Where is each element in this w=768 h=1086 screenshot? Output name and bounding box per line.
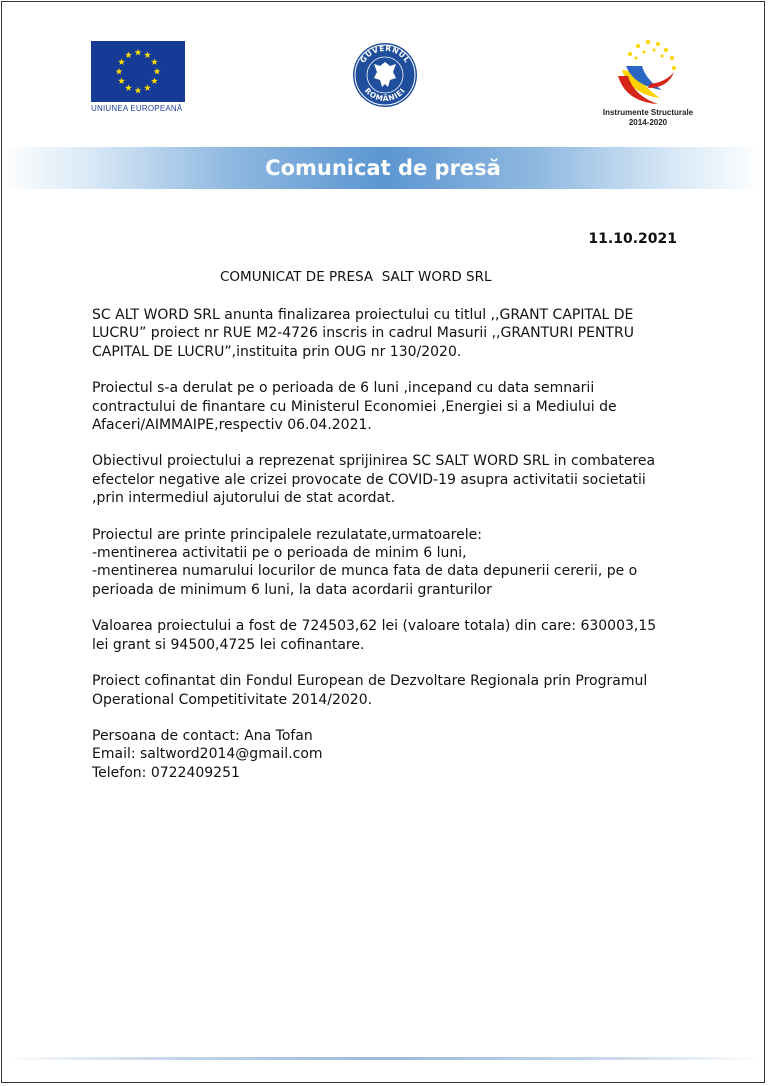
text-line: Proiectul are printe principalele rezulatate,urmatoarele: (92, 526, 482, 543)
paragraph-project-results (92, 526, 684, 600)
text-line: efectelor negative ale crizei provocate de COVID-19 asupra activitatii societatii (92, 471, 646, 488)
paragraph-project-period (92, 379, 684, 434)
eu-label: UNIUNEA EUROPEANĂ (91, 104, 183, 113)
document-date: 11.10.2021 (588, 231, 677, 247)
text-line: -mentinerea numarului locurilor de munca fata de data depunerii cererii, pe o (92, 563, 638, 580)
paragraph-project-completion (92, 306, 684, 361)
text-line: Operational Competitivitate 2014/2020. (92, 691, 373, 708)
text-line: lei grant si 94500,4725 lei cofinantare. (92, 636, 365, 653)
paragraph-cofinancing (92, 672, 684, 709)
text-line: Obiectivul proiectului a reprezenat sprijinirea SC SALT WORD SRL in combaterea (92, 453, 656, 470)
document-body (92, 306, 684, 800)
instrumente-structurale-label: Instrumente Structurale (602, 108, 694, 117)
government-seal-icon (352, 42, 418, 108)
text-line: contractului de finantare cu Ministerul Economiei ,Energiei si a Mediului de (92, 398, 617, 415)
paragraph-project-objective (92, 452, 684, 507)
banner-title: Comunicat de presă (265, 156, 501, 180)
text-line: Afaceri/AIMMAIPE,respectiv 06.04.2021. (92, 417, 372, 434)
gov-text-bottom: ROMÂNIEI (362, 86, 408, 104)
paragraph-contact (92, 727, 684, 782)
text-line: ,prin intermediul ajutorului de stat acordat. (92, 490, 396, 507)
instrumente-structurale-icon (608, 36, 688, 108)
footer-divider (2, 1057, 764, 1060)
document-heading: COMUNICAT DE PRESA SALT WORD SRL (220, 269, 492, 285)
text-line: -mentinerea activitatii pe o perioada de minim 6 luni, (92, 545, 467, 562)
text-line: perioada de minimum 6 luni, la data acordarii granturilor (92, 581, 492, 598)
text-line: Proiectul s-a derulat pe o perioada de 6 luni ,incepand cu data semnarii (92, 380, 595, 397)
paragraph-project-value (92, 617, 684, 654)
contact-email: Email: saltword2014@gmail.com (92, 746, 323, 763)
contact-person: Persoana de contact: Ana Tofan (92, 727, 313, 744)
text-line: CAPITAL DE LUCRU”,instituita prin OUG nr 130/2020. (92, 343, 462, 360)
instrumente-structurale-years: 2014-2020 (628, 118, 668, 127)
press-release-banner (2, 147, 764, 189)
contact-phone: Telefon: 0722409251 (92, 764, 240, 781)
instrumente-structurale-logo (598, 36, 698, 128)
text-line: LUCRU” proiect nr RUE M2-4726 inscris in cadrul Masurii ,,GRANTURI PENTRU (92, 325, 634, 342)
text-line: Valoarea proiectului a fost de 724503,62 lei (valoare totala) din care: 630003,15 (92, 618, 657, 635)
text-line: Proiect cofinantat din Fondul European de Dezvoltare Regionala prin Programul (92, 673, 648, 690)
government-emblem (352, 42, 418, 108)
text-line: SC ALT WORD SRL anunta finalizarea proiectului cu titlul ,,GRANT CAPITAL DE (92, 307, 634, 323)
eu-flag-icon (91, 41, 185, 102)
gov-text-top: GUVERNUL (358, 43, 412, 65)
eu-logo (91, 41, 185, 113)
